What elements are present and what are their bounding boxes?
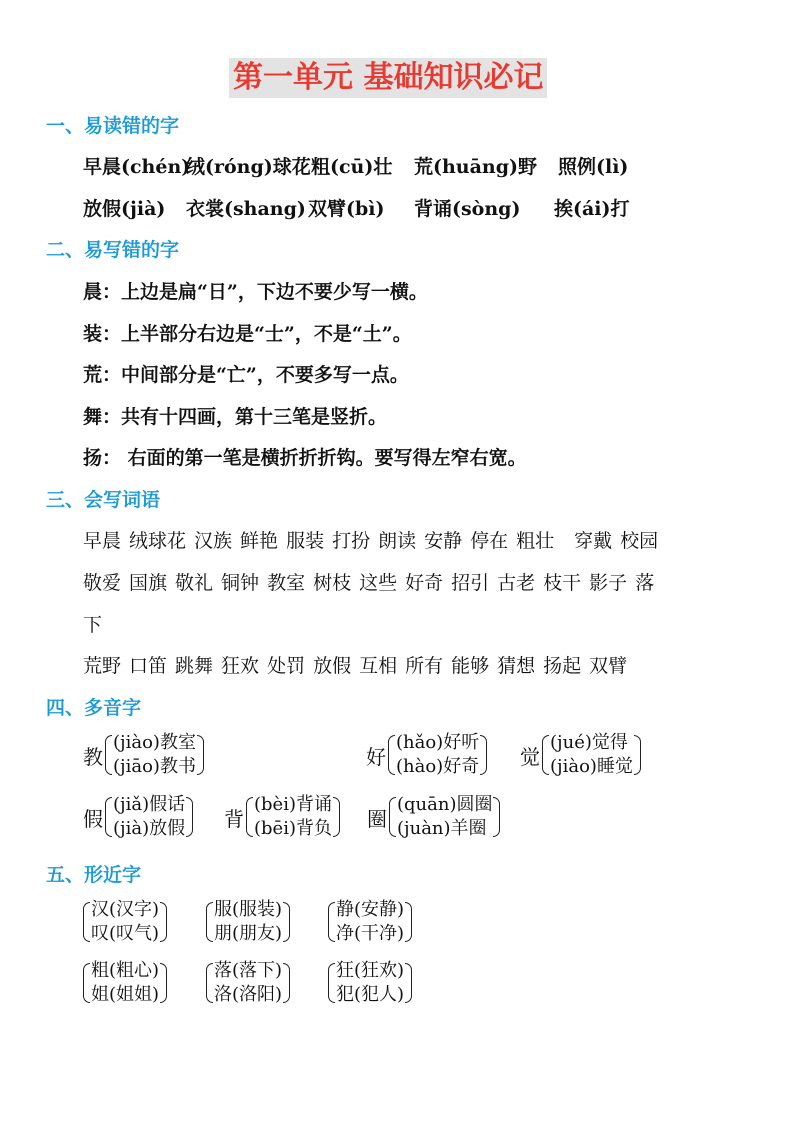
vocab-word: 扬起 bbox=[543, 655, 582, 677]
similar-char: 静(安静) bbox=[336, 899, 405, 920]
polyphone-reading: (quān)圆圈 bbox=[397, 794, 493, 815]
polyphone-reading: (hǎo)好听 bbox=[396, 732, 480, 753]
similar-char: 朋(朋友) bbox=[214, 923, 283, 944]
vocab-word: 铜钟 bbox=[221, 572, 260, 594]
writing-tip: 扬： 右面的第一笔是横折折折钩。要写得左窄右宽。 bbox=[83, 447, 527, 469]
similar-group bbox=[328, 959, 412, 1007]
misread-word: 放假(jià) bbox=[83, 198, 166, 220]
vocab-word: 狂欢 bbox=[221, 655, 260, 677]
polyphone-group bbox=[520, 731, 641, 779]
vocab-word: 处罚 bbox=[267, 655, 306, 677]
section-heading-polyphones: 四、多音字 bbox=[46, 697, 142, 719]
vocab-word: 鲜艳 bbox=[240, 530, 279, 552]
polyphone-reading: (hào)好奇 bbox=[396, 756, 480, 777]
polyphone-reading: (jiǎ)假话 bbox=[113, 794, 186, 815]
similar-group bbox=[206, 898, 290, 946]
vocab-word: 打扮 bbox=[332, 530, 371, 552]
polyphone-reading: (jiào)睡觉 bbox=[550, 756, 633, 777]
polyphone-reading: (juàn)羊圈 bbox=[397, 818, 487, 839]
polyphone-char: 背 bbox=[224, 806, 244, 831]
polyphone-reading: (bēi)背负 bbox=[254, 818, 332, 839]
vocab-word: 汉族 bbox=[194, 530, 233, 552]
misread-word: 粗(cū)壮 bbox=[311, 156, 393, 178]
misread-word: 挨(ái)打 bbox=[554, 198, 630, 220]
similar-char: 犯(犯人) bbox=[336, 984, 405, 1005]
misread-word: 照例(lì) bbox=[558, 156, 629, 178]
vocab-word: 朗读 bbox=[378, 530, 417, 552]
vocab-word: 服装 bbox=[286, 530, 325, 552]
misread-word: 早晨(chén) bbox=[83, 156, 191, 178]
misread-word: 衣裳(shang) bbox=[186, 198, 306, 220]
misread-word: 背诵(sòng) bbox=[414, 198, 521, 220]
vocab-word: 校园 bbox=[620, 530, 659, 552]
vocab-row bbox=[83, 610, 110, 637]
page-title: 第一单元 基础知识必记 bbox=[229, 58, 547, 98]
vocab-word: 这些 bbox=[359, 572, 398, 594]
polyphone-char: 假 bbox=[83, 806, 103, 831]
vocab-word: 猜想 bbox=[497, 655, 536, 677]
vocab-word: 国旗 bbox=[129, 572, 168, 594]
vocab-word: 粗壮 bbox=[516, 530, 555, 552]
similar-char: 落(落下) bbox=[214, 960, 283, 981]
polyphone-group bbox=[366, 731, 487, 779]
vocab-word: 穿戴 bbox=[574, 530, 613, 552]
misread-word: 荒(huāng)野 bbox=[414, 156, 538, 178]
writing-tip: 装：上半部分右边是“士”，不是“土”。 bbox=[83, 323, 412, 345]
vocab-word: 枝干 bbox=[543, 572, 582, 594]
section-heading-vocabulary: 三、会写词语 bbox=[46, 489, 161, 511]
misread-word: 绒(róng)球花 bbox=[186, 156, 311, 178]
similar-group bbox=[206, 959, 290, 1007]
vocab-word: 下 bbox=[83, 614, 103, 636]
polyphone-char: 圈 bbox=[367, 806, 387, 831]
polyphone-group bbox=[367, 793, 500, 841]
similar-char: 狂(狂欢) bbox=[336, 960, 405, 981]
vocab-word: 早晨 bbox=[83, 530, 122, 552]
polyphone-group bbox=[83, 793, 193, 841]
writing-tip: 荒：中间部分是“亡”，不要多写一点。 bbox=[83, 364, 409, 386]
polyphone-char: 教 bbox=[83, 744, 103, 769]
vocab-word: 好奇 bbox=[405, 572, 444, 594]
vocab-word: 古老 bbox=[497, 572, 536, 594]
similar-group bbox=[328, 898, 412, 946]
similar-char: 姐(姐姐) bbox=[91, 984, 160, 1005]
similar-group bbox=[83, 959, 167, 1007]
vocab-word: 口笛 bbox=[129, 655, 168, 677]
polyphone-group bbox=[83, 731, 204, 779]
polyphone-reading: (bèi)背诵 bbox=[254, 794, 332, 815]
polyphone-reading: (jué)觉得 bbox=[550, 732, 628, 753]
vocab-word: 落 bbox=[635, 572, 655, 594]
section-heading-misread: 一、易读错的字 bbox=[46, 115, 180, 137]
polyphone-group bbox=[224, 793, 340, 841]
vocab-word: 停在 bbox=[470, 530, 509, 552]
writing-tip: 晨：上边是扁“日”，下边不要少写一横。 bbox=[83, 281, 428, 303]
vocab-word: 所有 bbox=[405, 655, 444, 677]
vocab-row bbox=[83, 651, 635, 678]
vocab-word: 双臂 bbox=[589, 655, 628, 677]
polyphone-reading: (jiào)教室 bbox=[113, 732, 196, 753]
polyphone-reading: (jià)放假 bbox=[113, 818, 186, 839]
similar-char: 粗(粗心) bbox=[91, 960, 160, 981]
vocab-word: 能够 bbox=[451, 655, 490, 677]
vocab-word: 荒野 bbox=[83, 655, 122, 677]
vocab-word: 绒球花 bbox=[129, 530, 187, 552]
similar-group bbox=[83, 898, 167, 946]
polyphone-char: 觉 bbox=[520, 744, 540, 769]
vocab-word: 互相 bbox=[359, 655, 398, 677]
misread-word: 双臂(bì) bbox=[308, 198, 385, 220]
similar-char: 汉(汉字) bbox=[91, 899, 160, 920]
vocab-word: 跳舞 bbox=[175, 655, 214, 677]
vocab-word: 敬礼 bbox=[175, 572, 214, 594]
section-heading-miswritten: 二、易写错的字 bbox=[46, 239, 180, 261]
vocab-word: 招引 bbox=[451, 572, 490, 594]
vocab-row bbox=[83, 568, 662, 595]
vocab-word: 教室 bbox=[267, 572, 306, 594]
vocab-word: 敬爱 bbox=[83, 572, 122, 594]
polyphone-reading: (jiāo)教书 bbox=[113, 756, 196, 777]
vocab-word: 安静 bbox=[424, 530, 463, 552]
vocab-word: 树枝 bbox=[313, 572, 352, 594]
similar-char: 服(服装) bbox=[214, 899, 283, 920]
section-heading-similar-chars: 五、形近字 bbox=[46, 864, 142, 886]
polyphone-char: 好 bbox=[366, 744, 386, 769]
writing-tip: 舞：共有十四画，第十三笔是竖折。 bbox=[83, 406, 388, 428]
vocab-word: 影子 bbox=[589, 572, 628, 594]
vocab-word: 放假 bbox=[313, 655, 352, 677]
similar-char: 叹(叹气) bbox=[91, 923, 160, 944]
vocab-row bbox=[83, 526, 666, 553]
similar-char: 洛(洛阳) bbox=[214, 984, 283, 1005]
similar-char: 净(干净) bbox=[336, 923, 405, 944]
